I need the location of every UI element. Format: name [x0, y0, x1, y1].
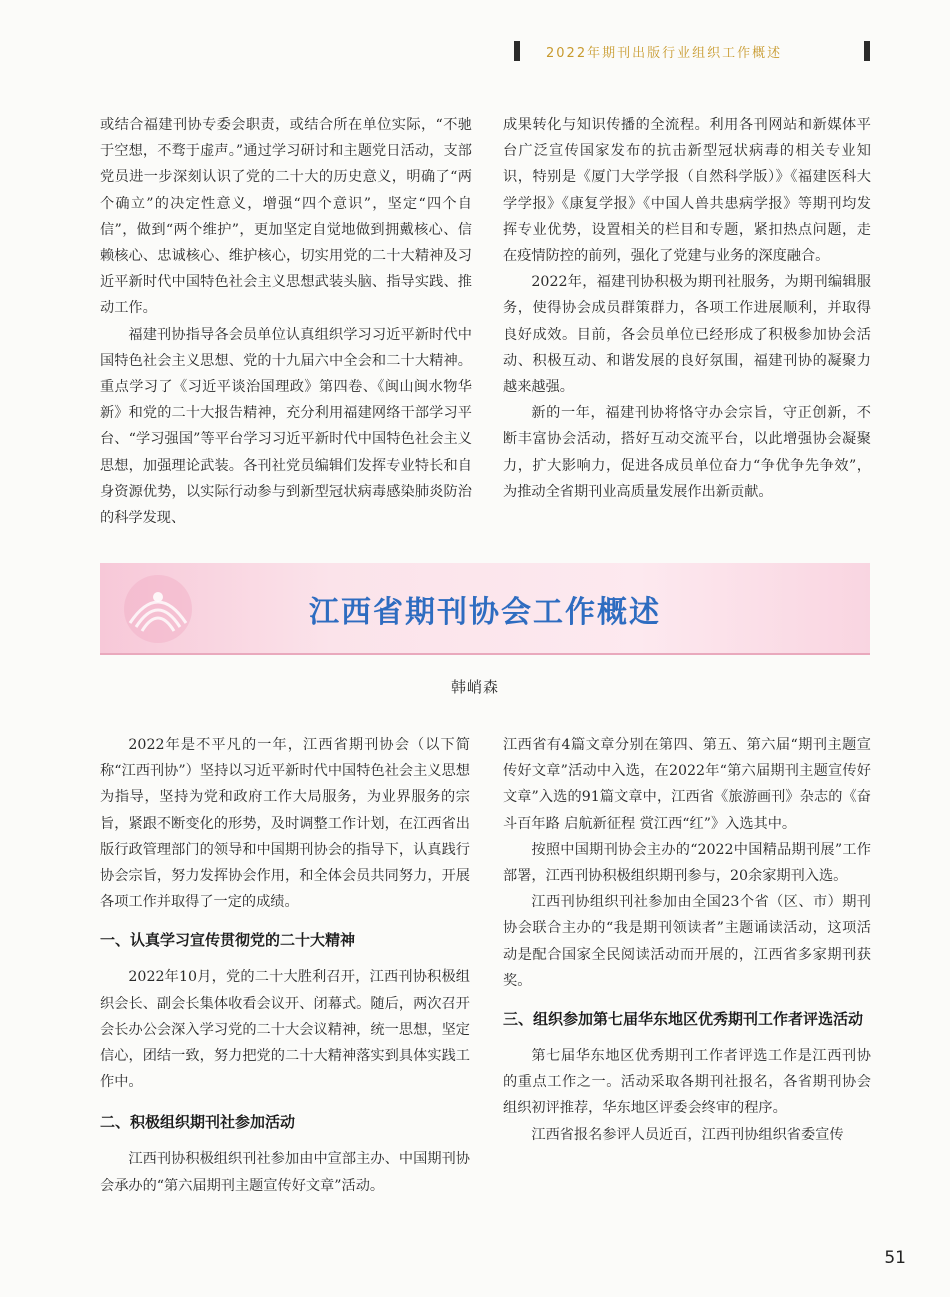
banner-rule [100, 653, 870, 655]
paragraph: 江西刊协组织刊社参加由全国23个省（区、市）期刊协会联合主办的“我是期刊领读者”主题诵读活动，这项活动是配合国家全民阅读活动而开展的，江西省多家期刊获奖。 [503, 894, 871, 989]
paragraph: 2022年10月，党的二十大胜利召开，江西刊协积极组织会长、副会长集体收看会议开、闭幕式。随后，两次召开会长办公会深入学习党的二十大会议精神，统一思想，坚定信心，团结一致，努力把党的二十大精神落实到具体实践工作中。 [100, 969, 470, 1091]
running-header [512, 38, 870, 64]
prev-article-left-column [100, 112, 472, 531]
running-title: 2022年期刊出版行业组织工作概述 [546, 46, 783, 61]
article-author: 韩峭森 [450, 678, 499, 696]
article-right-column [503, 732, 871, 1148]
section-heading-3: 三、组织参加第七届华东地区优秀期刊工作者评选活动 [503, 1010, 864, 1029]
paragraph: 江西刊协积极组织刊社参加由中宣部主办、中国期刊协会承办的“第六届期刊主题宣传好文章”活动。 [100, 1151, 470, 1194]
intro-paragraph: 2022年是不平凡的一年，江西省期刊协会（以下简称“江西刊协”）坚持以习近平新时代中国特色社会主义思想为指导，坚持为党和政府工作大局服务，为业界服务的宗旨，紧跟不断变化的形势，及时调整工作计划，在江西省出版行政管理部门的领导和中国期刊协会的指导下，认真践行协会宗旨，努力发挥协会作用，和全体会员共同努力，开展各项工作并取得了一定的成绩。 [100, 737, 470, 911]
paragraph: 或结合福建刊协专委会职责，或结合所在单位实际，“不驰于空想，不骛于虚声。”通过学习研讨和主题党日活动，支部党员进一步深刻认识了党的二十大的历史意义，明确了“两个确立”的决定性意义，增强“四个意识”，坚定“四个自信”，做到“两个维护”，更加坚定自觉地做到拥戴核心、信赖核心、忠诚核心、维护核心，切实用党的二十大精神及习近平新时代中国特色社会主义思想武装头脑、指导实践、推动工作。 [100, 117, 472, 317]
article-title: 江西省期刊协会工作概述 [309, 595, 661, 630]
paragraph: 江西省有4篇文章分别在第四、第五、第六届“期刊主题宣传好文章”活动中入选，在2022年“第六届期刊主题宣传好文章”入选的91篇文章中，江西省《旅游画刊》杂志的《奋斗百年路 启航新征程 赏江西“红”》入选其中。 [503, 737, 871, 832]
article-title-banner [100, 563, 870, 655]
paragraph: 江西省报名参评人员近百，江西刊协组织省委宣传 [531, 1126, 844, 1143]
page-number: 51 [884, 1248, 906, 1268]
paragraph: 第七届华东地区优秀期刊工作者评选工作是江西刊协的重点工作之一。活动采取各期刊社报名，各省期刊协会组织初评推荐，华东地区评委会终审的程序。 [503, 1048, 871, 1117]
paragraph: 成果转化与知识传播的全流程。利用各刊网站和新媒体平台广泛宣传国家发布的抗击新型冠状病毒的相关专业知识，特别是《厦门大学学报（自然科学版）》《福建医科大学学报》《康复学报》《中国人兽共患病学报》等期刊均发挥专业优势，设置相关的栏目和专题，紧扣热点问题，走在疫情防控的前列，强化了党建与业务的深度融合。 [503, 117, 871, 265]
paragraph: 2022年，福建刊协积极为期刊社服务，为期刊编辑服务，使得协会成员群策群力，各项工作进展顺利，并取得良好成效。目前，各会员单位已经形成了积极参加协会活动、积极互动、和谐发展的良好氛围，福建刊协的凝聚力越来越强。 [503, 274, 871, 396]
section-heading-1: 一、认真学习宣传贯彻党的二十大精神 [100, 931, 356, 950]
paragraph: 按照中国期刊协会主办的“2022中国精品期刊展”工作部署，江西刊协积极组织期刊参与，20余家期刊入选。 [503, 841, 871, 885]
paragraph: 新的一年，福建刊协将恪守办会宗旨，守正创新，不断丰富协会活动，搭好互动交流平台，以此增强协会凝聚力，扩大影响力，促进各成员单位奋力“争优争先争效”，为推动全省期刊业高质量发展作出新贡献。 [503, 405, 871, 500]
header-bar-right [864, 41, 870, 61]
header-bar-left [514, 41, 520, 61]
prev-article-right-column [503, 112, 871, 505]
section-heading-2: 二、积极组织期刊社参加活动 [100, 1113, 296, 1132]
article-left-column [100, 732, 470, 1199]
paragraph: 福建刊协指导各会员单位认真组织学习习近平新时代中国特色社会主义思想、党的十九届六中全会和二十大精神。重点学习了《习近平谈治国理政》第四卷、《闽山闽水物华新》和党的二十大报告精神，充分利用福建网络干部学习平台、“学习强国”等平台学习习近平新时代中国特色社会主义思想，加强理论武装。各刊社党员编辑们发挥专业特长和自身资源优势，以实际行动参与到新型冠状病毒感染肺炎防治的科学发现、 [100, 326, 472, 527]
